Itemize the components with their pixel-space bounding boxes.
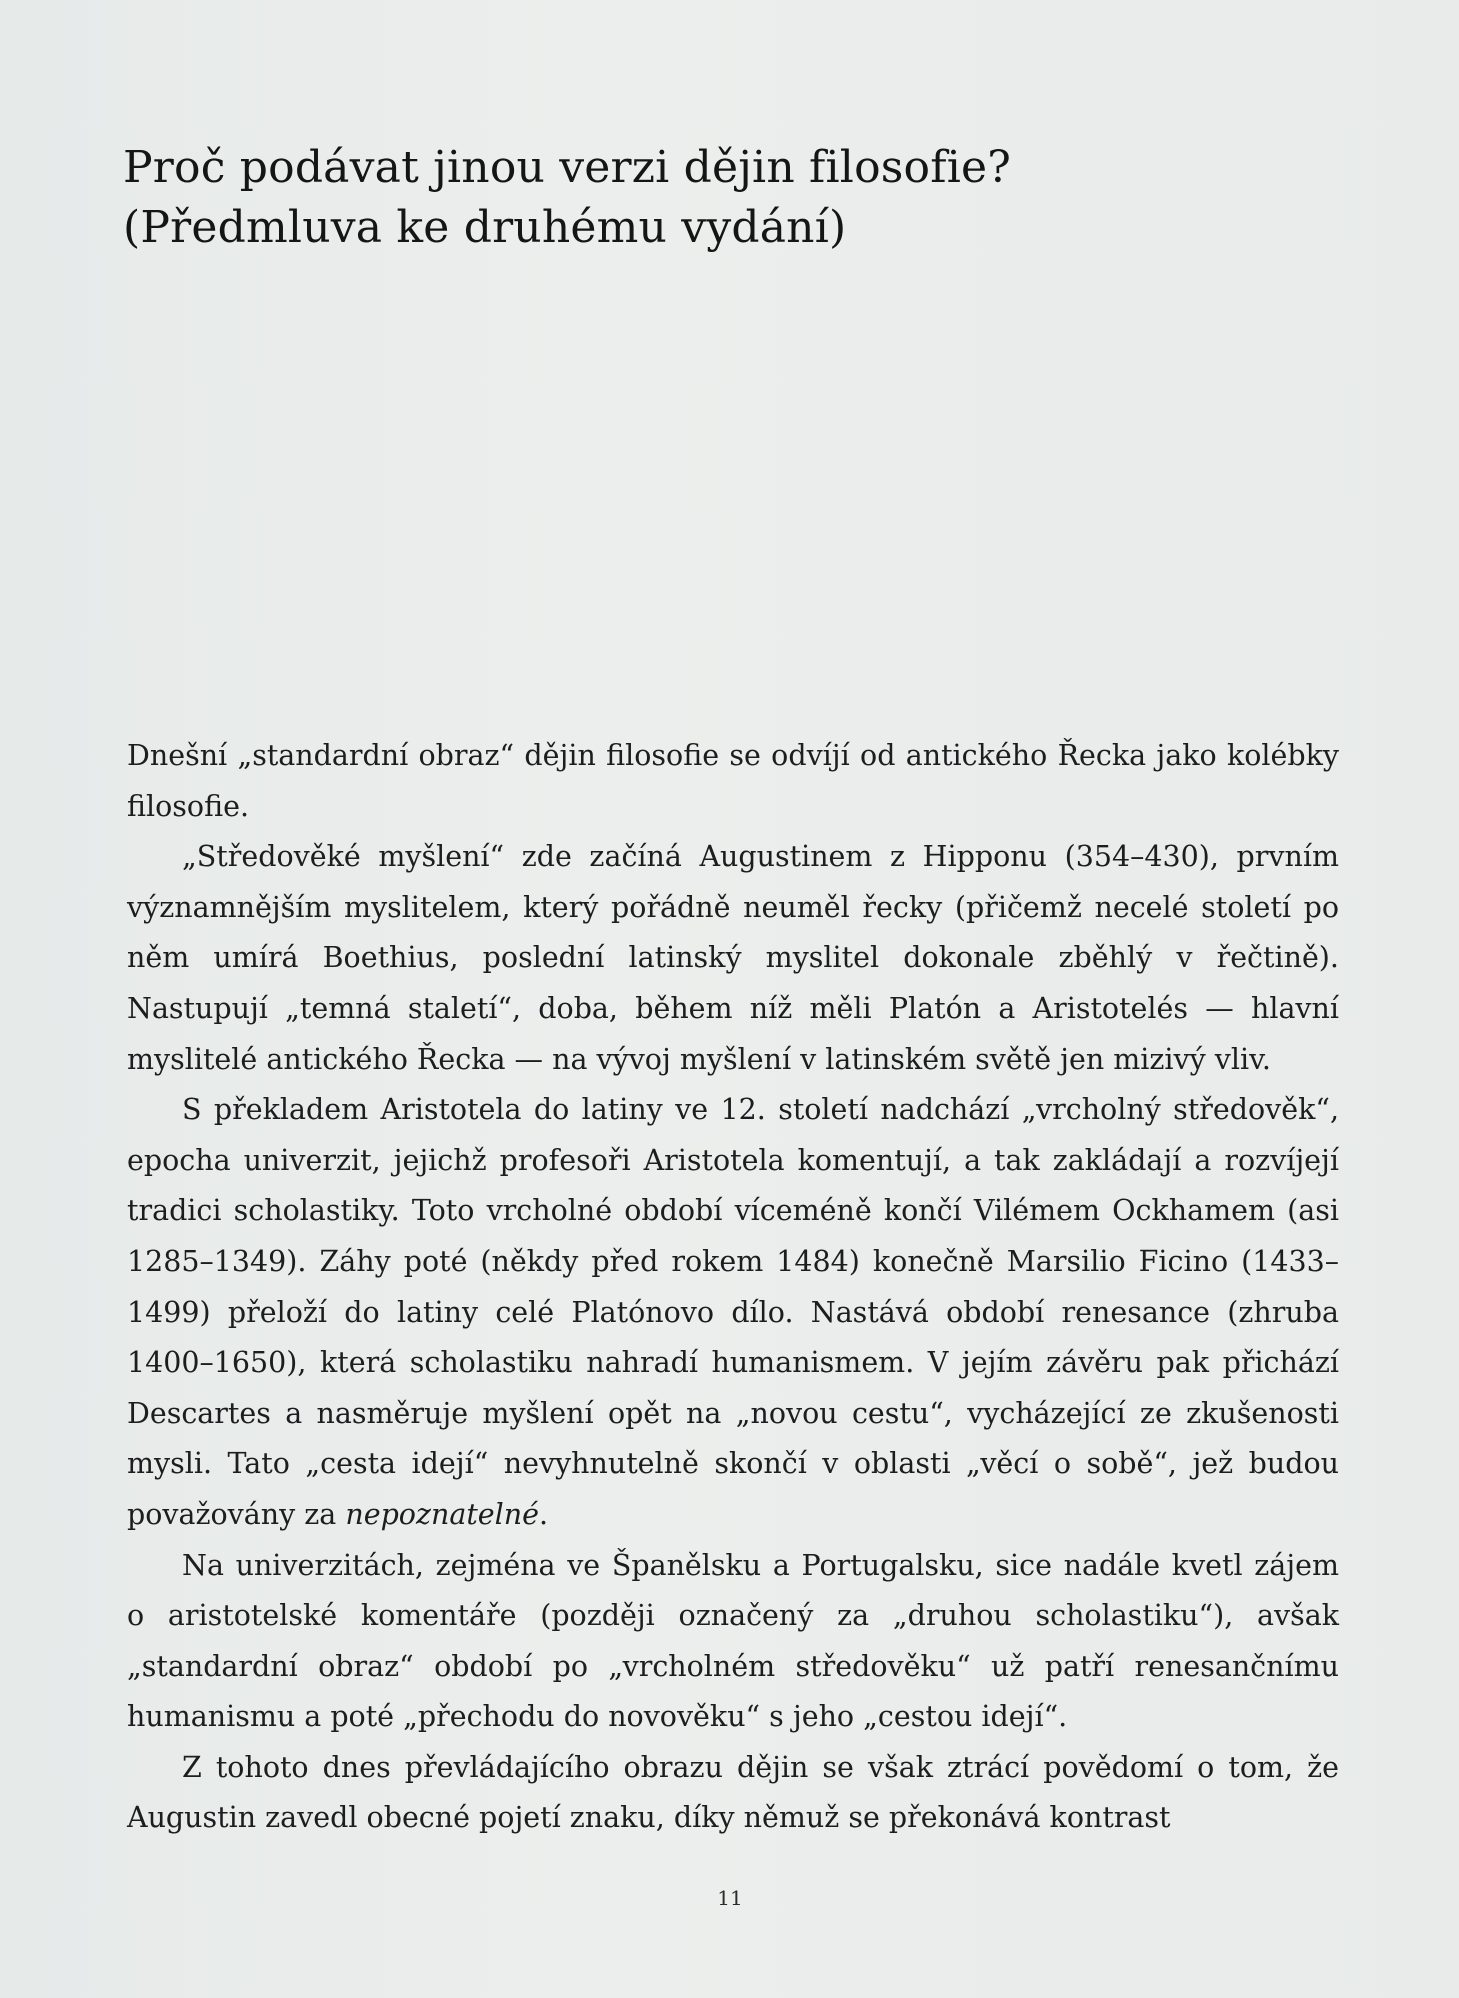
- paragraph-3-after: .: [539, 1497, 549, 1531]
- paragraph-3: [127, 1085, 1339, 1540]
- paragraph-1: Dnešní „standardní obraz“ dějin filosofie se odvíjí od antického Řecka jako kolébky filosofie.: [127, 739, 1339, 823]
- page-number: 11: [717, 1886, 743, 1910]
- paragraph-3-text: S překladem Aristotela do latiny ve 12. století nadchází „vrcholný středověk“, epocha univerzit, jejichž profesoři Aristotela komentují, a tak zakládají a rozvíjejí tradici scholastiky. Toto vrcholné období víceméně končí Vilémem Ockhamem (asi 1285–1349). Záhy poté (někdy před rokem 1484) konečně Marsilio Ficino (1433–1499) přeloží do latiny celé Platónovo dílo. Nastává období renesance (zhruba 1400–1650), která scholastiku nahradí humanismem. V jejím závěru pak přichází Descartes a nasměruje myšlení opět na „novou cestu“, vycházející ze zkušenosti mysli. Tato „cesta idejí“ nevyhnutelně skončí v oblasti „věcí o sobě“, jež budou považovány za: [127, 1093, 1339, 1531]
- paragraph-4: Na univerzitách, zejména ve Španělsku a Portugalsku, sice nadále kvetl zájem o aristotelské komentáře (později označený za „druhou scholastiku“), avšak „standardní obraz“ období po „vrcholném středověku“ už patří renesančnímu humanismu a poté „přechodu do novověku“ s jeho „cestou idejí“.: [127, 1548, 1339, 1734]
- body-text: [127, 731, 1339, 1844]
- paragraph-3-italic: nepoznatelné: [345, 1497, 539, 1531]
- chapter-heading-line-2: (Předmluva ke druhému vydání): [123, 202, 847, 253]
- chapter-heading: [123, 138, 1323, 258]
- paragraph-2: „Středověké myšlení“ zde začíná Augustinem z Hipponu (354–430), prvním významnějším myslitelem, který pořádně neuměl řecky (přičemž necelé století po něm umírá Boethius, poslední latinský myslitel dokonale zběhlý v řečtině). Nastupují „temná staletí“, doba, během níž měli Platón a Aristotelés — hlavní myslitelé antického Řecka — na vývoj myšlení v latinském světě jen mizivý vliv.: [127, 840, 1339, 1076]
- paragraph-5: Z tohoto dnes převládajícího obrazu dějin se však ztrácí povědomí o tom, že Augustin zavedl obecné pojetí znaku, díky němuž se překonává kontrast: [127, 1750, 1339, 1835]
- chapter-heading-line-1: Proč podávat jinou verzi dějin filosofie?: [123, 142, 1012, 193]
